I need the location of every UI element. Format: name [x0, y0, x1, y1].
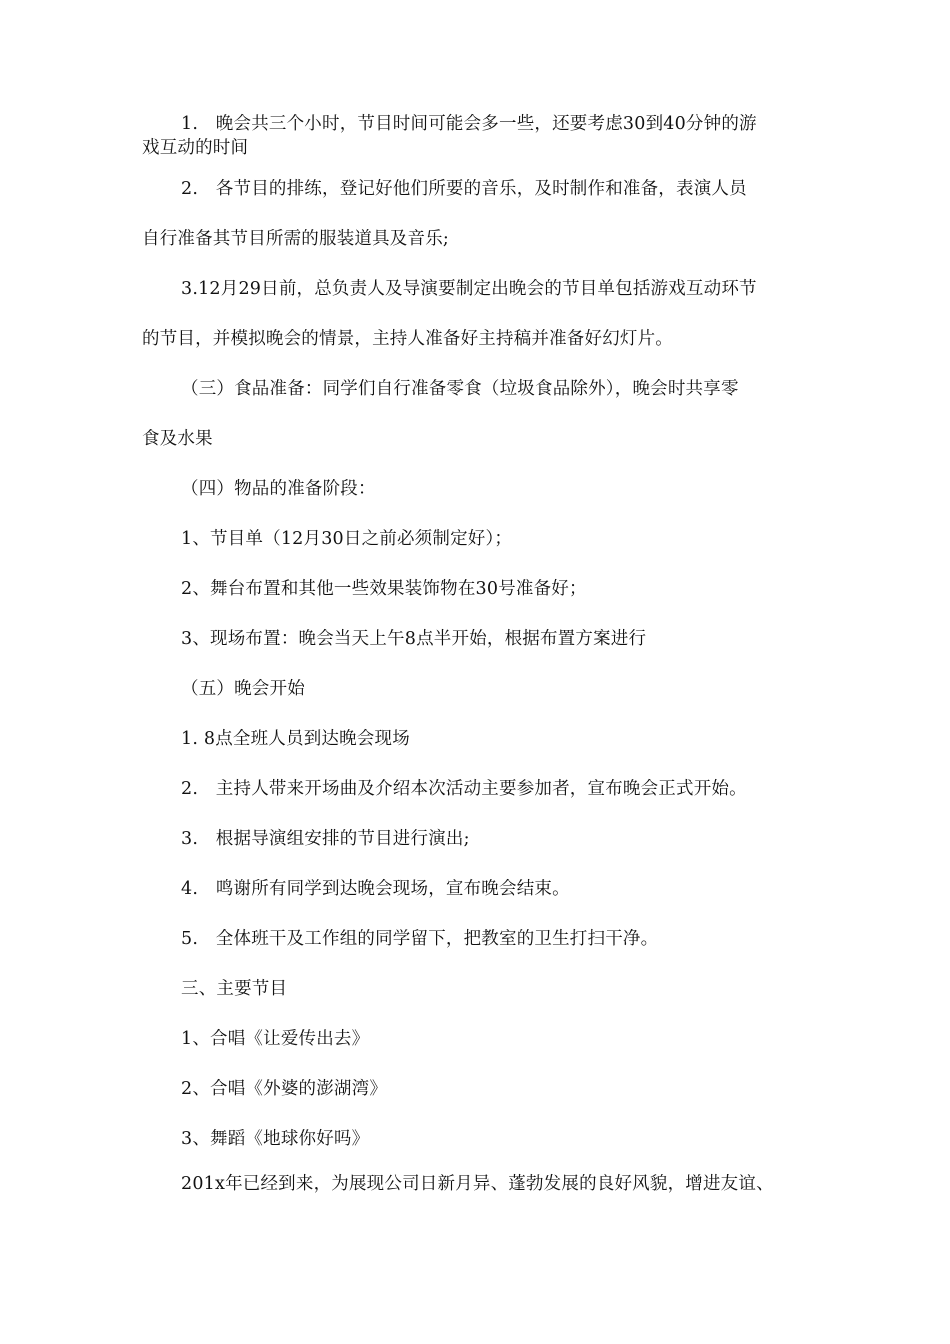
section-heading-programs: 三、主要节目 — [181, 979, 288, 999]
paragraph-line-5: 3.12月29日前，总负责人及导演要制定出晚会的节目单包括游戏互动环节 — [181, 279, 757, 299]
paragraph-line-4: 自行准备其节目所需的服装道具及音乐; — [142, 229, 449, 249]
paragraph-line-3: 2. 各节目的排练，登记好他们所要的音乐，及时制作和准备，表演人员 — [181, 179, 747, 199]
list-item: 5. 全体班干及工作组的同学留下，把教室的卫生打扫干净。 — [181, 929, 659, 949]
list-item: 3、舞蹈《地球你好吗》 — [181, 1129, 370, 1149]
paragraph-line-2: 戏互动的时间 — [142, 138, 249, 158]
list-item: 1. 8点全班人员到达晚会现场 — [181, 729, 410, 749]
section-heading-items: （四）物品的准备阶段： — [181, 479, 376, 499]
list-item: 2、舞台布置和其他一些效果装饰物在30号准备好； — [181, 579, 587, 599]
section-heading-food: （三）食品准备：同学们自行准备零食（垃圾食品除外），晚会时共享零 — [181, 379, 739, 399]
list-item: 3. 根据导演组安排的节目进行演出; — [181, 829, 470, 849]
list-item: 1、节目单（12月30日之前必须制定好）； — [181, 529, 513, 549]
list-item: 2. 主持人带来开场曲及介绍本次活动主要参加者，宣布晚会正式开始。 — [181, 779, 747, 799]
paragraph-line-8: 食及水果 — [142, 429, 213, 449]
list-item: 3、现场布置：晚会当天上午8点半开始，根据布置方案进行 — [181, 629, 647, 649]
list-item: 4. 鸣谢所有同学到达晚会现场，宣布晚会结束。 — [181, 879, 570, 899]
paragraph-line-6: 的节目，并模拟晚会的情景，主持人准备好主持稿并准备好幻灯片。 — [142, 329, 673, 349]
list-item: 1、合唱《让爱传出去》 — [181, 1029, 370, 1049]
paragraph-line-last: 201x年已经到来，为展现公司日新月异、蓬勃发展的良好风貌，增进友谊、 — [181, 1174, 774, 1194]
section-heading-start: （五）晚会开始 — [181, 679, 305, 699]
list-item: 2、合唱《外婆的澎湖湾》 — [181, 1079, 388, 1099]
paragraph-line-1: 1. 晚会共三个小时，节目时间可能会多一些，还要考虑30到40分钟的游 — [181, 114, 757, 134]
